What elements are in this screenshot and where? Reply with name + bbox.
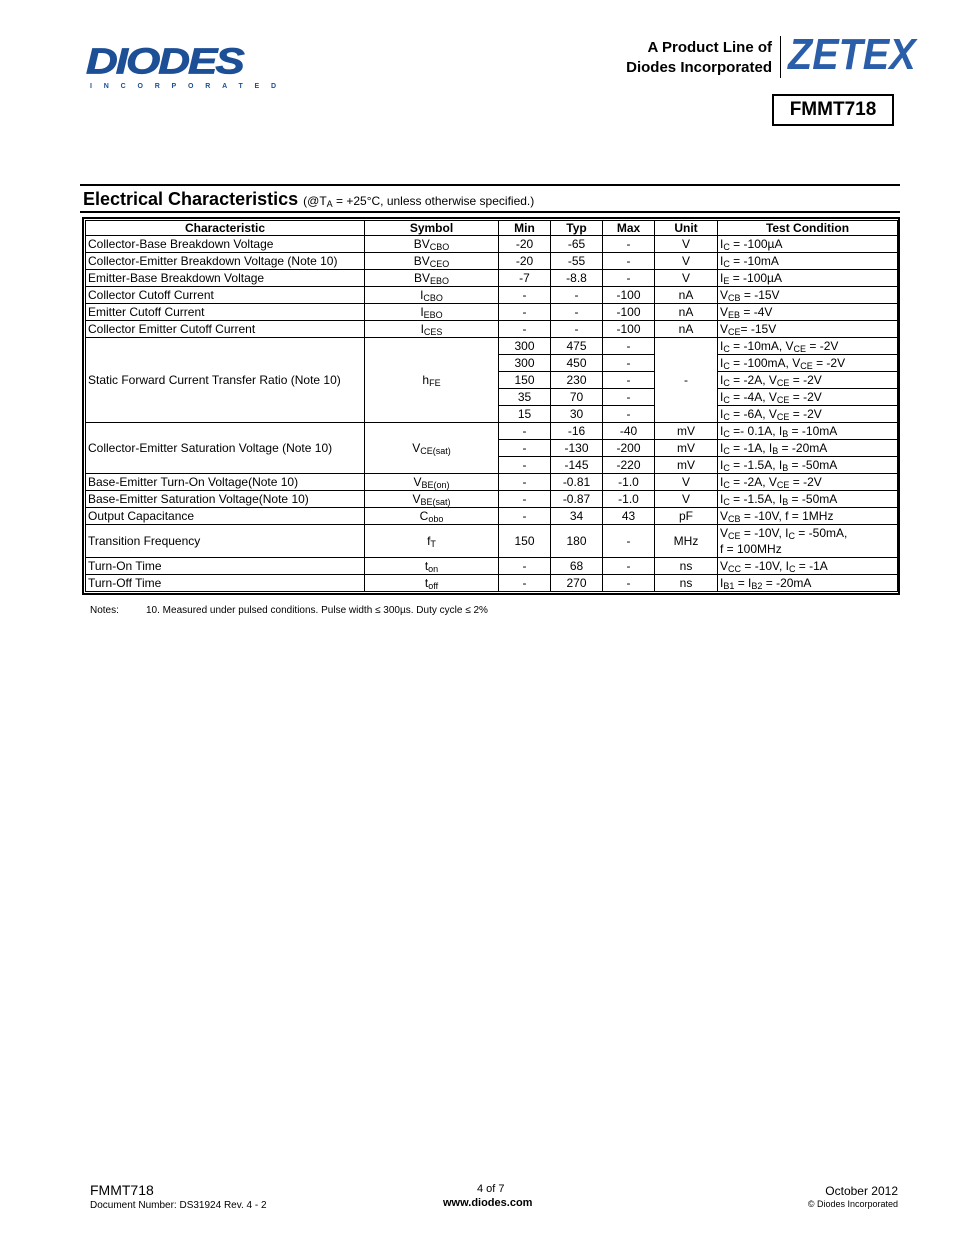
unit-cell: nA: [655, 321, 718, 338]
min-cell: -20: [499, 236, 551, 253]
col-header: Test Condition: [718, 221, 898, 236]
characteristic-cell: Static Forward Current Transfer Ratio (Note 10): [86, 338, 365, 423]
table-row: [86, 287, 898, 304]
typ-cell: -0.81: [551, 474, 603, 491]
min-cell: -: [499, 423, 551, 440]
unit-cell: ns: [655, 558, 718, 575]
max-cell: -100: [603, 304, 655, 321]
max-cell: -: [603, 525, 655, 558]
symbol-cell: $I_{CES}$: [365, 321, 499, 338]
test-condition-cell: $V_{CB} = -10V$, f = 1MHz: [718, 508, 898, 525]
typ-cell: 70: [551, 389, 603, 406]
characteristic-cell: Collector-Emitter Breakdown Voltage (Note 10): [86, 253, 365, 270]
product-line-2: Diodes Incorporated: [626, 59, 772, 76]
unit-cell: mV: [655, 423, 718, 440]
col-header: Unit: [655, 221, 718, 236]
symbol-cell: $BV_{EBO}$: [365, 270, 499, 287]
characteristic-cell: Base-Emitter Turn-On Voltage(Note 10): [86, 474, 365, 491]
characteristic-cell: Turn-On Time: [86, 558, 365, 575]
table-row: [86, 474, 898, 491]
symbol-cell: $t_{on}$: [365, 558, 499, 575]
note-10: 10. Measured under pulsed conditions. Pulse width ≤ 300µs. Duty cycle ≤ 2%: [146, 605, 488, 616]
zetex-logo: ZETEX: [788, 30, 916, 79]
unit-cell: -: [655, 338, 718, 423]
min-cell: -7: [499, 270, 551, 287]
unit-cell: V: [655, 270, 718, 287]
max-cell: -: [603, 355, 655, 372]
typ-cell: 475: [551, 338, 603, 355]
max-cell: -: [603, 253, 655, 270]
min-cell: -: [499, 321, 551, 338]
part-number-box: FMMT718: [772, 94, 894, 126]
electrical-characteristics-table: [82, 217, 900, 595]
characteristic-cell: Base-Emitter Saturation Voltage(Note 10): [86, 491, 365, 508]
test-condition-cell: $I_C = -2A$, $V_{CE} = -2V$: [718, 474, 898, 491]
unit-cell: V: [655, 474, 718, 491]
min-cell: -: [499, 304, 551, 321]
unit-cell: V: [655, 236, 718, 253]
unit-cell: ns: [655, 575, 718, 592]
symbol-cell: $h_{FE}$: [365, 338, 499, 423]
max-cell: -: [603, 236, 655, 253]
unit-cell: pF: [655, 508, 718, 525]
max-cell: -: [603, 270, 655, 287]
min-cell: -: [499, 558, 551, 575]
col-header: Typ: [551, 221, 603, 236]
characteristic-cell: Collector Cutoff Current: [86, 287, 365, 304]
test-condition-cell: $I_C = -1.5A$, $I_B = -50mA$: [718, 457, 898, 474]
test-condition-cell: $V_{CB} = -15V$: [718, 287, 898, 304]
table-row: [86, 575, 898, 592]
unit-cell: MHz: [655, 525, 718, 558]
typ-cell: -16: [551, 423, 603, 440]
typ-cell: -: [551, 287, 603, 304]
unit-cell: V: [655, 491, 718, 508]
typ-cell: 270: [551, 575, 603, 592]
min-cell: 150: [499, 372, 551, 389]
test-condition-cell: $V_{EB} = -4V$: [718, 304, 898, 321]
col-header: Characteristic: [86, 221, 365, 236]
table-row: [86, 304, 898, 321]
max-cell: -: [603, 389, 655, 406]
test-condition-cell: $I_C = -10mA$, $V_{CE} = -2V$: [718, 338, 898, 355]
characteristic-cell: Collector-Emitter Saturation Voltage (Note 10): [86, 423, 365, 474]
typ-cell: -55: [551, 253, 603, 270]
max-cell: -220: [603, 457, 655, 474]
test-condition-cell: $V_{CC} = -10V$, $I_C = -1A$: [718, 558, 898, 575]
min-cell: -: [499, 508, 551, 525]
symbol-cell: $BV_{CBO}$: [365, 236, 499, 253]
table-row: [86, 253, 898, 270]
typ-cell: -8.8: [551, 270, 603, 287]
test-condition-cell: $I_{B1} = I_{B2} = -20mA$: [718, 575, 898, 592]
typ-cell: -130: [551, 440, 603, 457]
symbol-cell: $t_{off}$: [365, 575, 499, 592]
table-row: [86, 508, 898, 525]
footer-copyright: © Diodes Incorporated: [807, 1199, 898, 1209]
test-condition-cell: $I_C = -4A$, $V_{CE} = -2V$: [718, 389, 898, 406]
symbol-cell: $V_{BE(sat)}$: [365, 491, 499, 508]
product-line: [626, 38, 772, 78]
test-condition-cell: $I_C = -100mA$, $V_{CE} = -2V$: [718, 355, 898, 372]
test-condition-cell: $I_C = -1.5A$, $I_B = -50mA$: [718, 491, 898, 508]
section-condition: ($@T_A = +25^\circ C$, unless otherwise specified.): [303, 194, 535, 209]
section-title-text: Electrical Characteristics: [83, 189, 299, 209]
typ-cell: -0.87: [551, 491, 603, 508]
characteristic-cell: Turn-Off Time: [86, 575, 365, 592]
characteristic-cell: Emitter-Base Breakdown Voltage: [86, 270, 365, 287]
table-row: [86, 236, 898, 253]
min-cell: -: [499, 474, 551, 491]
characteristic-cell: Collector-Base Breakdown Voltage: [86, 236, 365, 253]
footer-doc-number: Document Number: DS31924 Rev. 4 - 2: [90, 1200, 267, 1211]
unit-cell: mV: [655, 440, 718, 457]
table-row: [86, 491, 898, 508]
typ-cell: -145: [551, 457, 603, 474]
symbol-cell: $f_T$: [365, 525, 499, 558]
unit-cell: mV: [655, 457, 718, 474]
min-cell: 15: [499, 406, 551, 423]
min-cell: -: [499, 287, 551, 304]
min-cell: 35: [499, 389, 551, 406]
test-condition-cell: $I_C = -10mA$: [718, 253, 898, 270]
max-cell: -100: [603, 321, 655, 338]
footer-date: October 2012: [825, 1184, 898, 1198]
max-cell: 43: [603, 508, 655, 525]
max-cell: -100: [603, 287, 655, 304]
typ-cell: 230: [551, 372, 603, 389]
section-rule-bottom: [80, 211, 900, 213]
section-title: [83, 188, 534, 212]
unit-cell: nA: [655, 287, 718, 304]
notes: [90, 605, 488, 616]
typ-cell: 180: [551, 525, 603, 558]
test-condition-cell: $I_C = -2A$, $V_{CE} = -2V$: [718, 372, 898, 389]
test-condition-cell: $I_C = -100\mu A$: [718, 236, 898, 253]
symbol-cell: $I_{CBO}$: [365, 287, 499, 304]
max-cell: -: [603, 338, 655, 355]
characteristic-cell: Output Capacitance: [86, 508, 365, 525]
table-row: [86, 423, 898, 440]
min-cell: -: [499, 457, 551, 474]
table-row: [86, 321, 898, 338]
symbol-cell: $BV_{CEO}$: [365, 253, 499, 270]
max-cell: -: [603, 372, 655, 389]
symbol-cell: $V_{BE(on)}$: [365, 474, 499, 491]
typ-cell: -65: [551, 236, 603, 253]
characteristic-cell: Collector Emitter Cutoff Current: [86, 321, 365, 338]
min-cell: 300: [499, 338, 551, 355]
symbol-cell: $C_{obo}$: [365, 508, 499, 525]
test-condition-cell: $V_{CE}= -15V$: [718, 321, 898, 338]
typ-cell: 68: [551, 558, 603, 575]
max-cell: -40: [603, 423, 655, 440]
typ-cell: -: [551, 304, 603, 321]
footer-page: 4 of 7: [477, 1183, 505, 1195]
test-condition-cell: $I_C =- 0.1A$, $I_B = -10mA$: [718, 423, 898, 440]
footer-part: FMMT718: [90, 1182, 154, 1198]
diodes-logo: [86, 41, 288, 92]
footer-website[interactable]: www.diodes.com: [443, 1197, 533, 1209]
symbol-cell: $V_{CE(sat)}$: [365, 423, 499, 474]
section-rule-top: [80, 184, 900, 186]
logo-wordmark: DIODES: [86, 41, 243, 82]
typ-cell: 450: [551, 355, 603, 372]
min-cell: -20: [499, 253, 551, 270]
col-header: Min: [499, 221, 551, 236]
table-row: [86, 338, 898, 355]
notes-label: Notes:: [90, 605, 119, 616]
test-condition-cell: $I_E = -100\mu A$: [718, 270, 898, 287]
symbol-cell: $I_{EBO}$: [365, 304, 499, 321]
logo-subtext: INCORPORATED: [90, 83, 288, 90]
characteristic-cell: Transition Frequency: [86, 525, 365, 558]
max-cell: -: [603, 406, 655, 423]
typ-cell: -: [551, 321, 603, 338]
max-cell: -1.0: [603, 491, 655, 508]
table-body: [86, 236, 898, 592]
max-cell: -: [603, 558, 655, 575]
min-cell: -: [499, 491, 551, 508]
header-divider: [780, 36, 781, 78]
unit-cell: nA: [655, 304, 718, 321]
table-row: [86, 270, 898, 287]
max-cell: -: [603, 575, 655, 592]
characteristic-cell: Emitter Cutoff Current: [86, 304, 365, 321]
unit-cell: V: [655, 253, 718, 270]
typ-cell: 30: [551, 406, 603, 423]
col-header: Symbol: [365, 221, 499, 236]
typ-cell: 34: [551, 508, 603, 525]
max-cell: -1.0: [603, 474, 655, 491]
test-condition-cell: $I_C = -6A$, $V_{CE} = -2V$: [718, 406, 898, 423]
min-cell: 300: [499, 355, 551, 372]
col-header: Max: [603, 221, 655, 236]
test-condition-cell: $V_{CE} = -10V$, $I_C = -50mA$, f = 100MHz: [718, 525, 898, 558]
product-line-1: A Product Line of: [647, 39, 772, 56]
table-row: [86, 525, 898, 558]
table-row: [86, 558, 898, 575]
max-cell: -200: [603, 440, 655, 457]
min-cell: -: [499, 440, 551, 457]
min-cell: 150: [499, 525, 551, 558]
table-header-row: [86, 221, 898, 236]
test-condition-cell: $I_C = -1A$, $I_B = -20mA$: [718, 440, 898, 457]
min-cell: -: [499, 575, 551, 592]
